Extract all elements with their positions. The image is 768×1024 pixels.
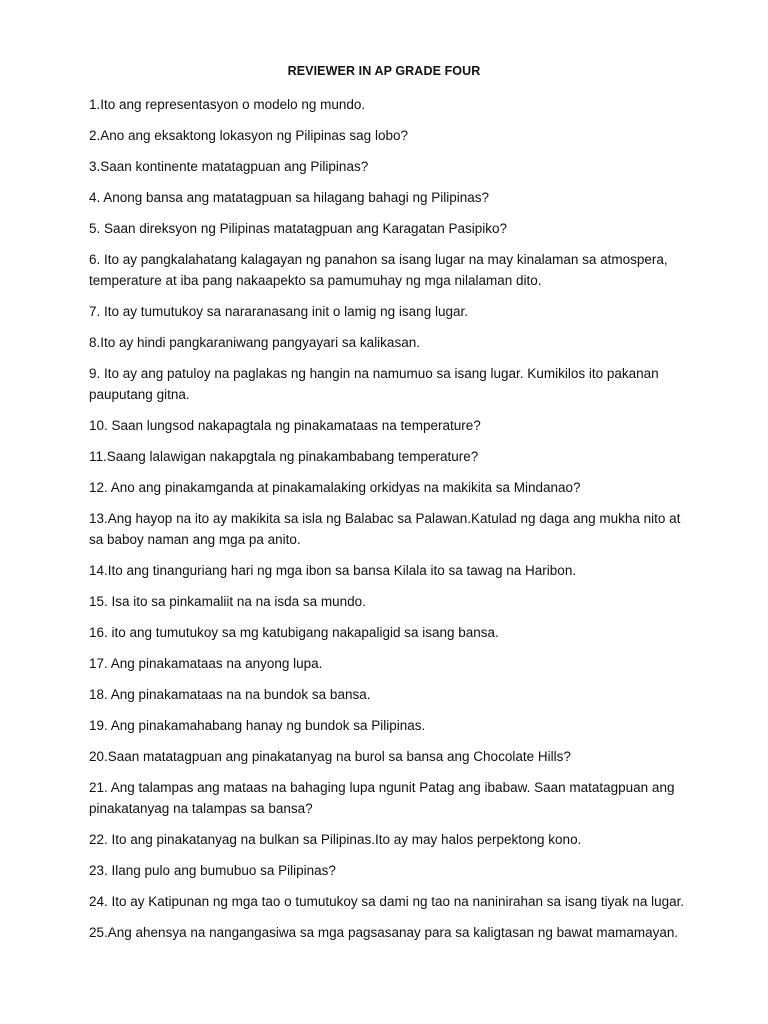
question-item: 10. Saan lungsod nakapagtala ng pinakamataas na temperature? xyxy=(89,418,481,433)
question-item: 19. Ang pinakamahabang hanay ng bundok sa Pilipinas. xyxy=(89,718,426,733)
question-item: 5. Saan direksyon ng Pilipinas matatagpuan ang Karagatan Pasipiko? xyxy=(89,221,508,236)
question-item: 24. Ito ay Katipunan ng mga tao o tumutukoy sa dami ng tao na naninirahan sa isang tiyak na lugar. xyxy=(89,894,685,909)
question-item: 11.Saang lalawigan nakapgtala ng pinakambabang temperature? xyxy=(89,449,479,464)
question-item: 13.Ang hayop na ito ay makikita sa isla ng Balabac sa Palawan.Katulad ng daga ang mukha nito at sa baboy naman ang mga pa anito. xyxy=(89,511,681,547)
question-item: 22. Ito ang pinakatanyag na bulkan sa Pilipinas.Ito ay may halos perpektong kono. xyxy=(89,832,582,847)
question-item: 12. Ano ang pinakamganda at pinakamalaking orkidyas na makikita sa Mindanao? xyxy=(89,480,581,495)
question-item: 3.Saan kontinente matatagpuan ang Pilipinas? xyxy=(89,159,369,174)
question-item: 25.Ang ahensya na nangangasiwa sa mga pagsasanay para sa kaligtasan ng bawat mamamayan. xyxy=(89,925,679,940)
question-item: 8.Ito ay hindi pangkaraniwang pangyayari sa kalikasan. xyxy=(89,335,420,350)
question-item: 20.Saan matatagpuan ang pinakatanyag na burol sa bansa ang Chocolate Hills? xyxy=(89,749,571,764)
question-item: 6. Ito ay pangkalahatang kalagayan ng panahon sa isang lugar na may kinalaman sa atmospera, temperature at iba pang nakaapekto sa pamumuhay ng mga nilalaman dito. xyxy=(89,252,668,288)
question-item: 16. ito ang tumutukoy sa mg katubigang nakapaligid sa isang bansa. xyxy=(89,625,499,640)
question-item: 23. Ilang pulo ang bumubuo sa Pilipinas? xyxy=(89,863,336,878)
question-item: 18. Ang pinakamataas na na bundok sa bansa. xyxy=(89,687,371,702)
question-item: 4. Anong bansa ang matatagpuan sa hilagang bahagi ng Pilipinas? xyxy=(89,190,490,205)
question-item: 1.Ito ang representasyon o modelo ng mundo. xyxy=(89,97,366,112)
question-item: 17. Ang pinakamataas na anyong lupa. xyxy=(89,656,323,671)
page-title: REVIEWER IN AP GRADE FOUR xyxy=(287,64,481,78)
question-item: 15. Isa ito sa pinkamaliit na na isda sa mundo. xyxy=(89,594,366,609)
question-list xyxy=(89,94,689,953)
question-item: 21. Ang talampas ang mataas na bahaging lupa ngunit Patag ang ibabaw. Saan matatagpuan ang pinakatanyag na talampas sa bansa? xyxy=(89,780,675,816)
question-item: 14.Ito ang tinanguriang hari ng mga ibon sa bansa Kilala ito sa tawag na Haribon. xyxy=(89,563,577,578)
question-item: 2.Ano ang eksaktong lokasyon ng Pilipinas sag lobo? xyxy=(89,128,408,143)
question-item: 9. Ito ay ang patuloy na paglakas ng hangin na namumuo sa isang lugar. Kumikilos ito pakanan pauputang gitna. xyxy=(89,366,659,402)
question-item: 7. Ito ay tumutukoy sa nararanasang init o lamig ng isang lugar. xyxy=(89,304,468,319)
